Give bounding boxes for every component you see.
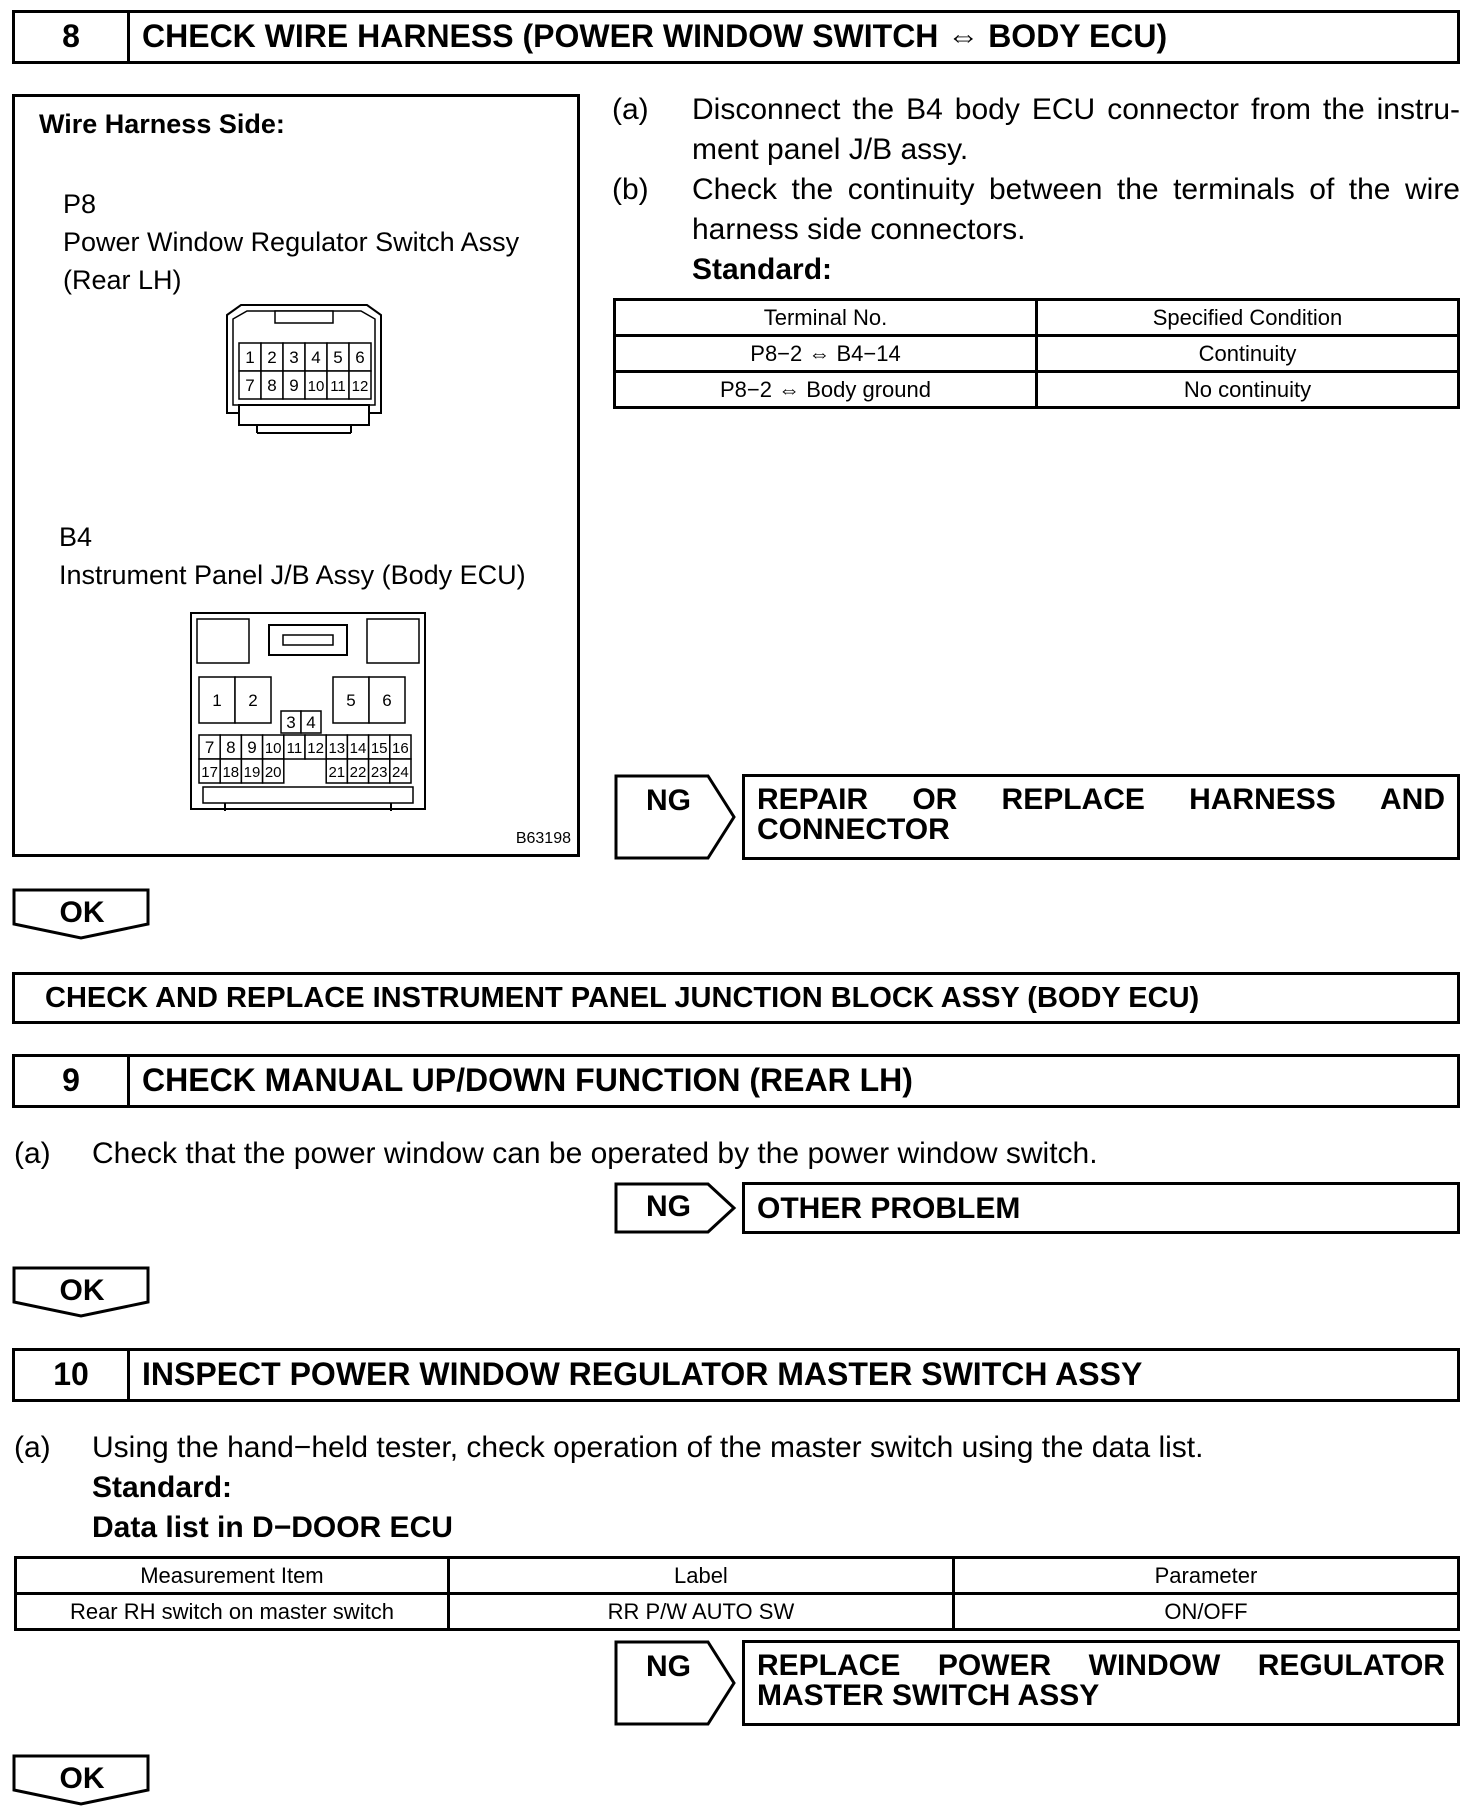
b4-pin-label: 13 xyxy=(328,740,346,757)
b4-name: Instrument Panel J/B Assy (Body ECU) xyxy=(59,560,526,590)
table-cell: Rear RH switch on master switch xyxy=(16,1594,449,1630)
p8-pin-label: 4 xyxy=(311,348,321,367)
p8-side: (Rear LH) xyxy=(63,265,182,295)
table-row xyxy=(615,336,1459,372)
step-8-ng-action xyxy=(742,774,1460,860)
step-10-data-list-label: Data list in D−DOOR ECU xyxy=(92,1511,453,1544)
figure-heading: Wire Harness Side: xyxy=(39,109,285,139)
p8-pin-label: 10 xyxy=(307,378,325,395)
ng-action-word: HARNESS xyxy=(1189,783,1336,816)
step-8-a-line2: ment panel J/B assy. xyxy=(692,133,969,166)
p8-pin-label: 11 xyxy=(330,378,346,395)
step-number: 9 xyxy=(15,1057,130,1105)
step-8-standard-label: Standard: xyxy=(692,253,833,286)
b4-pin-label: 17 xyxy=(201,764,218,781)
p8-code: P8 xyxy=(63,189,97,219)
ok-label: OK xyxy=(59,1762,105,1795)
p8-name: Power Window Regulator Switch Assy xyxy=(63,227,520,257)
step-10-a-text: Using the hand−held tester, check operation of the master switch using the data list. xyxy=(92,1431,1204,1464)
ng-action-word: OR xyxy=(912,783,958,816)
step-9-a-label: (a) xyxy=(14,1137,51,1170)
step-10-data-table xyxy=(14,1556,1460,1631)
result-text: CHECK AND REPLACE INSTRUMENT PANEL JUNCTION BLOCK ASSY (BODY ECU) xyxy=(45,982,1200,1014)
p8-pin-label: 8 xyxy=(267,376,277,395)
ng-action-word: REPLACE xyxy=(1001,783,1145,816)
ng-action-line2: CONNECTOR xyxy=(757,813,950,846)
table-header-cell: Measurement Item xyxy=(16,1558,449,1594)
step-8-a-label: (a) xyxy=(612,93,649,126)
p8-pin-label: 12 xyxy=(351,378,369,395)
b4-pin-label: 15 xyxy=(370,740,388,757)
table-cell: Continuity xyxy=(1037,336,1459,372)
table-cell: No continuity xyxy=(1037,372,1459,408)
ok-label: OK xyxy=(59,896,105,929)
ng-label: NG xyxy=(646,784,691,817)
table-header-row xyxy=(16,1558,1459,1594)
step-10-a-label: (a) xyxy=(14,1431,51,1464)
step-8-result-box xyxy=(12,972,1460,1024)
ng-action-word: REPLACE xyxy=(757,1649,901,1682)
step-8-b-label: (b) xyxy=(612,173,649,206)
ng-action-word: WINDOW xyxy=(1088,1649,1221,1682)
b4-pin-label: 11 xyxy=(286,740,303,757)
step-8-a-line1: Disconnect the B4 body ECU connector from the instru- xyxy=(692,93,1460,126)
ng-action-word: REPAIR xyxy=(757,783,869,816)
b4-pin-label: 10 xyxy=(264,740,282,757)
ng-label: NG xyxy=(646,1650,691,1683)
b4-pin-label: 6 xyxy=(382,691,392,710)
b4-code: B4 xyxy=(59,522,93,552)
p8-pin-label: 1 xyxy=(245,348,255,367)
ok-label: OK xyxy=(59,1274,105,1307)
table-row xyxy=(615,372,1459,408)
step-8-spec-table xyxy=(613,298,1460,409)
b4-pin-label: 3 xyxy=(286,713,296,732)
b4-pin-label: 7 xyxy=(204,738,215,757)
b4-pin-label: 24 xyxy=(392,764,409,781)
ng-action-word: AND xyxy=(1380,783,1445,816)
ng-action-word: REGULATOR xyxy=(1257,1649,1445,1682)
b4-pin-label: 12 xyxy=(307,740,324,757)
b4-pin-label: 4 xyxy=(306,713,316,732)
step-9-header xyxy=(12,1054,1460,1108)
figure-id: B63198 xyxy=(515,830,571,847)
step-number: 8 xyxy=(15,13,130,61)
table-cell: P8−2 ⇔ Body ground xyxy=(615,372,1037,408)
table-cell: P8−2 ⇔ B4−14 xyxy=(615,336,1037,372)
step-8-b-line1: Check the continuity between the terminals of the wire xyxy=(692,173,1460,206)
wire-harness-figure xyxy=(12,94,580,857)
b4-pin-label: 1 xyxy=(212,691,222,710)
step-8-header xyxy=(12,10,1460,64)
step-10-header xyxy=(12,1348,1460,1402)
table-row xyxy=(16,1594,1459,1630)
ng-action-line2: MASTER SWITCH ASSY xyxy=(757,1679,1100,1712)
step-title: CHECK WIRE HARNESS (POWER WINDOW SWITCH ⇔ BODY ECU) xyxy=(142,18,1168,54)
step-9-ng-action xyxy=(742,1182,1460,1234)
table-header-cell: Specified Condition xyxy=(1037,300,1459,336)
ng-action-line1 xyxy=(757,1651,1445,1681)
ng-action-word: POWER xyxy=(937,1649,1052,1682)
step-9-a-text: Check that the power window can be operated by the power window switch. xyxy=(92,1137,1098,1170)
table-header-cell: Label xyxy=(448,1558,953,1594)
b4-pin-label: 22 xyxy=(349,764,367,781)
table-header-row xyxy=(615,300,1459,336)
table-header-cell: Terminal No. xyxy=(615,300,1037,336)
p8-connector-diagram xyxy=(217,301,397,441)
ng-action-text: OTHER PROBLEM xyxy=(757,1192,1021,1225)
p8-pin-label: 2 xyxy=(267,348,277,367)
b4-pin-label: 18 xyxy=(222,764,240,781)
step-10-ng-action xyxy=(742,1640,1460,1726)
b4-connector-diagram xyxy=(185,609,445,819)
ng-action-line1 xyxy=(757,785,1445,815)
b4-pin-label: 2 xyxy=(248,691,258,710)
b4-pin-label: 21 xyxy=(328,764,346,781)
table-header-cell: Parameter xyxy=(953,1558,1458,1594)
b4-pin-label: 19 xyxy=(243,764,261,781)
step-title: CHECK MANUAL UP/DOWN FUNCTION (REAR LH) xyxy=(142,1062,913,1098)
ng-label: NG xyxy=(646,1190,691,1223)
table-cell: ON/OFF xyxy=(953,1594,1458,1630)
b4-pin-label: 20 xyxy=(264,764,282,781)
p8-pin-label: 9 xyxy=(289,376,299,395)
b4-pin-label: 14 xyxy=(349,740,367,757)
b4-pin-label: 5 xyxy=(346,691,356,710)
step-8-b-line2: harness side connectors. xyxy=(692,213,1026,246)
p8-pin-label: 5 xyxy=(333,348,343,367)
p8-pin-label: 7 xyxy=(245,376,255,395)
b4-pin-label: 23 xyxy=(370,764,388,781)
p8-pin-label: 3 xyxy=(289,348,299,367)
b4-pin-label: 9 xyxy=(247,738,257,757)
b4-pin-label: 16 xyxy=(392,740,409,757)
p8-pin-label: 6 xyxy=(355,348,365,367)
table-cell: RR P/W AUTO SW xyxy=(448,1594,953,1630)
step-10-standard-label: Standard: xyxy=(92,1471,233,1504)
step-number: 10 xyxy=(15,1351,130,1399)
step-title: INSPECT POWER WINDOW REGULATOR MASTER SWITCH ASSY xyxy=(142,1356,1143,1392)
b4-pin-label: 8 xyxy=(226,738,236,757)
